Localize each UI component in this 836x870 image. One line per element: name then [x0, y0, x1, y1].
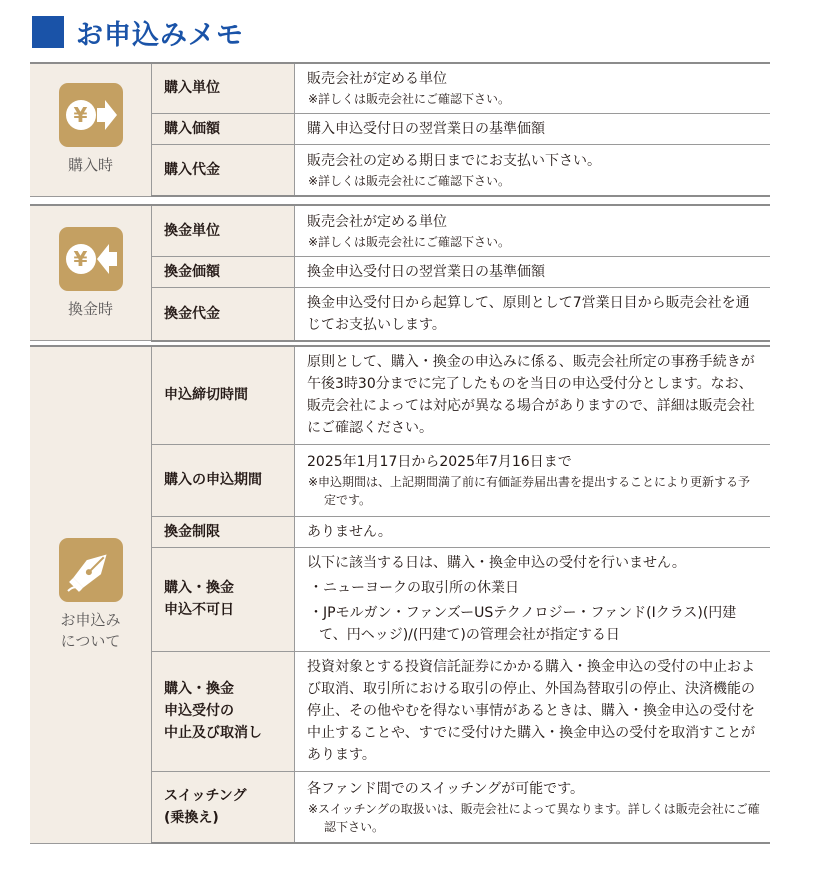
- redeem-unit-value: 販売会社が定める単位 ※詳しくは販売会社にご確認下さい。: [295, 205, 771, 256]
- redeem-unit-note: ※詳しくは販売会社にご確認下さい。: [308, 234, 511, 249]
- apply-cancel-label: 購入・換金 申込受付の 中止及び取消し: [152, 651, 295, 771]
- apply-limit-label: 換金制限: [152, 516, 295, 547]
- apply-closed-label: 購入・換金 申込不可日: [152, 547, 295, 651]
- page-title: [32, 14, 244, 50]
- redeem-category-label: 換金時: [67, 299, 113, 318]
- apply-closed-value: 以下に該当する日は、購入・換金申込の受付を行いません。 ・ニューヨークの取引所の休業日 ・JPモルガン・ファンズーUSテクノロジー・ファンド(Iクラス)(円建て、円ヘッジ)/(円建て)の管理会社が指定する日: [295, 547, 771, 651]
- redeem-price-value: 換金申込受付日の翌営業日の基準価額: [295, 256, 771, 287]
- buy-unit-value: 販売会社が定める単位 ※詳しくは販売会社にご確認下さい。: [295, 63, 771, 113]
- fountain-pen-icon: [59, 538, 123, 602]
- yen-arrow-left-icon: ¥: [59, 227, 123, 291]
- apply-closed-item: ・ニューヨークの取引所の休業日: [309, 580, 519, 596]
- buy-category: [30, 63, 152, 196]
- apply-section: [30, 345, 770, 844]
- yen-arrow-right-icon: ¥: [59, 83, 123, 147]
- buy-payment-value: 販売会社の定める期日までにお支払い下さい。 ※詳しくは販売会社にご確認下さい。: [295, 144, 771, 196]
- buy-category-label: 購入時: [67, 156, 113, 175]
- apply-category: [30, 346, 152, 843]
- buy-section: [30, 62, 770, 197]
- apply-deadline-label: 申込締切時間: [152, 346, 295, 444]
- apply-deadline-value: 原則として、購入・換金の申込みに係る、販売会社所定の事務手続きが午後3時30分までに完了したものを当日の申込受付分とします。なお、販売会社によっては対応が異なる場合がありますので、詳細は販売会社にご確認ください。: [295, 346, 771, 444]
- redeem-unit-label: 換金単位: [152, 205, 295, 256]
- apply-limit-value: ありません。: [295, 516, 771, 547]
- apply-switch-value: 各ファンド間でのスイッチングが可能です。 ※スイッチングの取扱いは、販売会社によって異なります。詳しくは販売会社にご確認下さい。: [295, 771, 771, 843]
- apply-period-note: ※申込期間は、上記期間満了前に有価証券届出書を提出することにより更新する予定です。: [308, 475, 751, 507]
- title-square-icon: [32, 16, 64, 48]
- buy-price-value: 購入申込受付日の翌営業日の基準価額: [295, 113, 771, 144]
- apply-closed-item: ・JPモルガン・ファンズーUSテクノロジー・ファンド(Iクラス)(円建て、円ヘッジ)/(円建て)の管理会社が指定する日: [309, 605, 737, 643]
- apply-switch-label: スイッチング (乗換え): [152, 771, 295, 843]
- apply-cancel-value: 投資対象とする投資信託証券にかかる購入・換金申込の受付の中止および取消、取引所における取引の停止、外国為替取引の停止、決済機能の停止、その他やむを得ない事情があるときは、購入・換金申込の受付を中止することや、すでに受付けた購入・換金申込の受付を取消すことがあります。: [295, 651, 771, 771]
- buy-payment-note: ※詳しくは販売会社にご確認下さい。: [308, 173, 511, 188]
- buy-price-label: 購入価額: [152, 113, 295, 144]
- redeem-section: [30, 204, 770, 342]
- apply-period-label: 購入の申込期間: [152, 444, 295, 516]
- redeem-payment-value: 換金申込受付日から起算して、原則として7営業日目から販売会社を通じてお支払いします。: [295, 287, 771, 341]
- buy-payment-label: 購入代金: [152, 144, 295, 196]
- buy-unit-label: 購入単位: [152, 63, 295, 113]
- redeem-price-label: 換金価額: [152, 256, 295, 287]
- apply-period-value: 2025年1月17日から2025年7月16日まで ※申込期間は、上記期間満了前に有価証券届出書を提出することにより更新する予定です。: [295, 444, 771, 516]
- buy-unit-note: ※詳しくは販売会社にご確認下さい。: [308, 92, 511, 107]
- redeem-payment-label: 換金代金: [152, 287, 295, 341]
- title-text: お申込みメモ: [76, 19, 244, 51]
- apply-category-label: お申込み について: [60, 610, 121, 650]
- apply-switch-note: ※スイッチングの取扱いは、販売会社によって異なります。詳しくは販売会社にご確認下さい。: [308, 801, 760, 834]
- redeem-category: [30, 205, 152, 341]
